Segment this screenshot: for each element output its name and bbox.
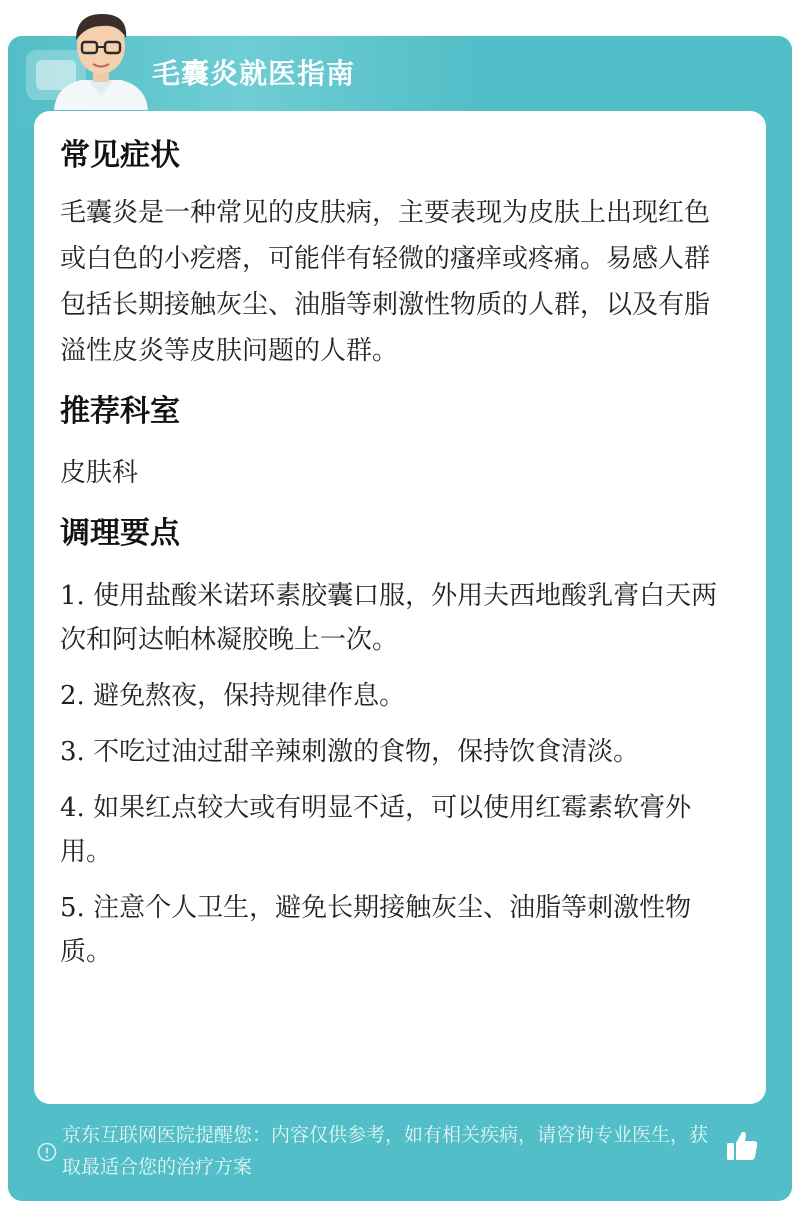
list-item xyxy=(60,674,730,718)
list-item-text: 不吃过油过甜辛辣刺激的食物，保持饮食清淡。 xyxy=(93,737,640,767)
list-item-number: 5. xyxy=(60,893,85,923)
info-icon xyxy=(36,1141,58,1163)
disclaimer-text: 京东互联网医院提醒您：内容仅供参考，如有相关疾病，请咨询专业医生，获取最适合您的治疗方案 xyxy=(62,1124,709,1178)
list-item-text: 使用盐酸米诺环素胶囊口服，外用夫西地酸乳膏白天两次和阿达帕林凝胶晚上一次。 xyxy=(60,581,718,655)
list-item-text: 注意个人卫生，避免长期接触灰尘、油脂等刺激性物质。 xyxy=(60,893,692,967)
section-title-symptoms: 常见症状 xyxy=(60,138,180,173)
list-item-text: 避免熬夜，保持规律作息。 xyxy=(93,681,406,711)
list-item xyxy=(60,730,730,774)
content xyxy=(60,130,730,986)
list-item-number: 2. xyxy=(60,681,85,711)
list-item xyxy=(60,574,730,662)
doctor-avatar xyxy=(46,6,156,110)
thumbs-up-icon[interactable] xyxy=(724,1128,760,1164)
list-item-text: 如果红点较大或有明显不适，可以使用红霉素软膏外用。 xyxy=(60,793,692,867)
department-text: 皮肤科 xyxy=(60,458,139,488)
list-item xyxy=(60,886,730,974)
section-title-department: 推荐科室 xyxy=(60,394,180,429)
symptoms-text: 毛囊炎是一种常见的皮肤病，主要表现为皮肤上出现红色或白色的小疙瘩，可能伴有轻微的瘙痒或疼痛。易感人群包括长期接触灰尘、油脂等刺激性物质的人群，以及有脂溢性皮炎等皮肤问题的人群。 xyxy=(60,198,711,366)
list-item-number: 1. xyxy=(60,581,85,611)
care-list xyxy=(60,574,730,974)
page-title: 毛囊炎就医指南 xyxy=(152,57,356,90)
list-item-number: 3. xyxy=(60,737,85,767)
list-item xyxy=(60,786,730,874)
list-item-number: 4. xyxy=(60,793,85,823)
section-title-care: 调理要点 xyxy=(60,516,180,551)
